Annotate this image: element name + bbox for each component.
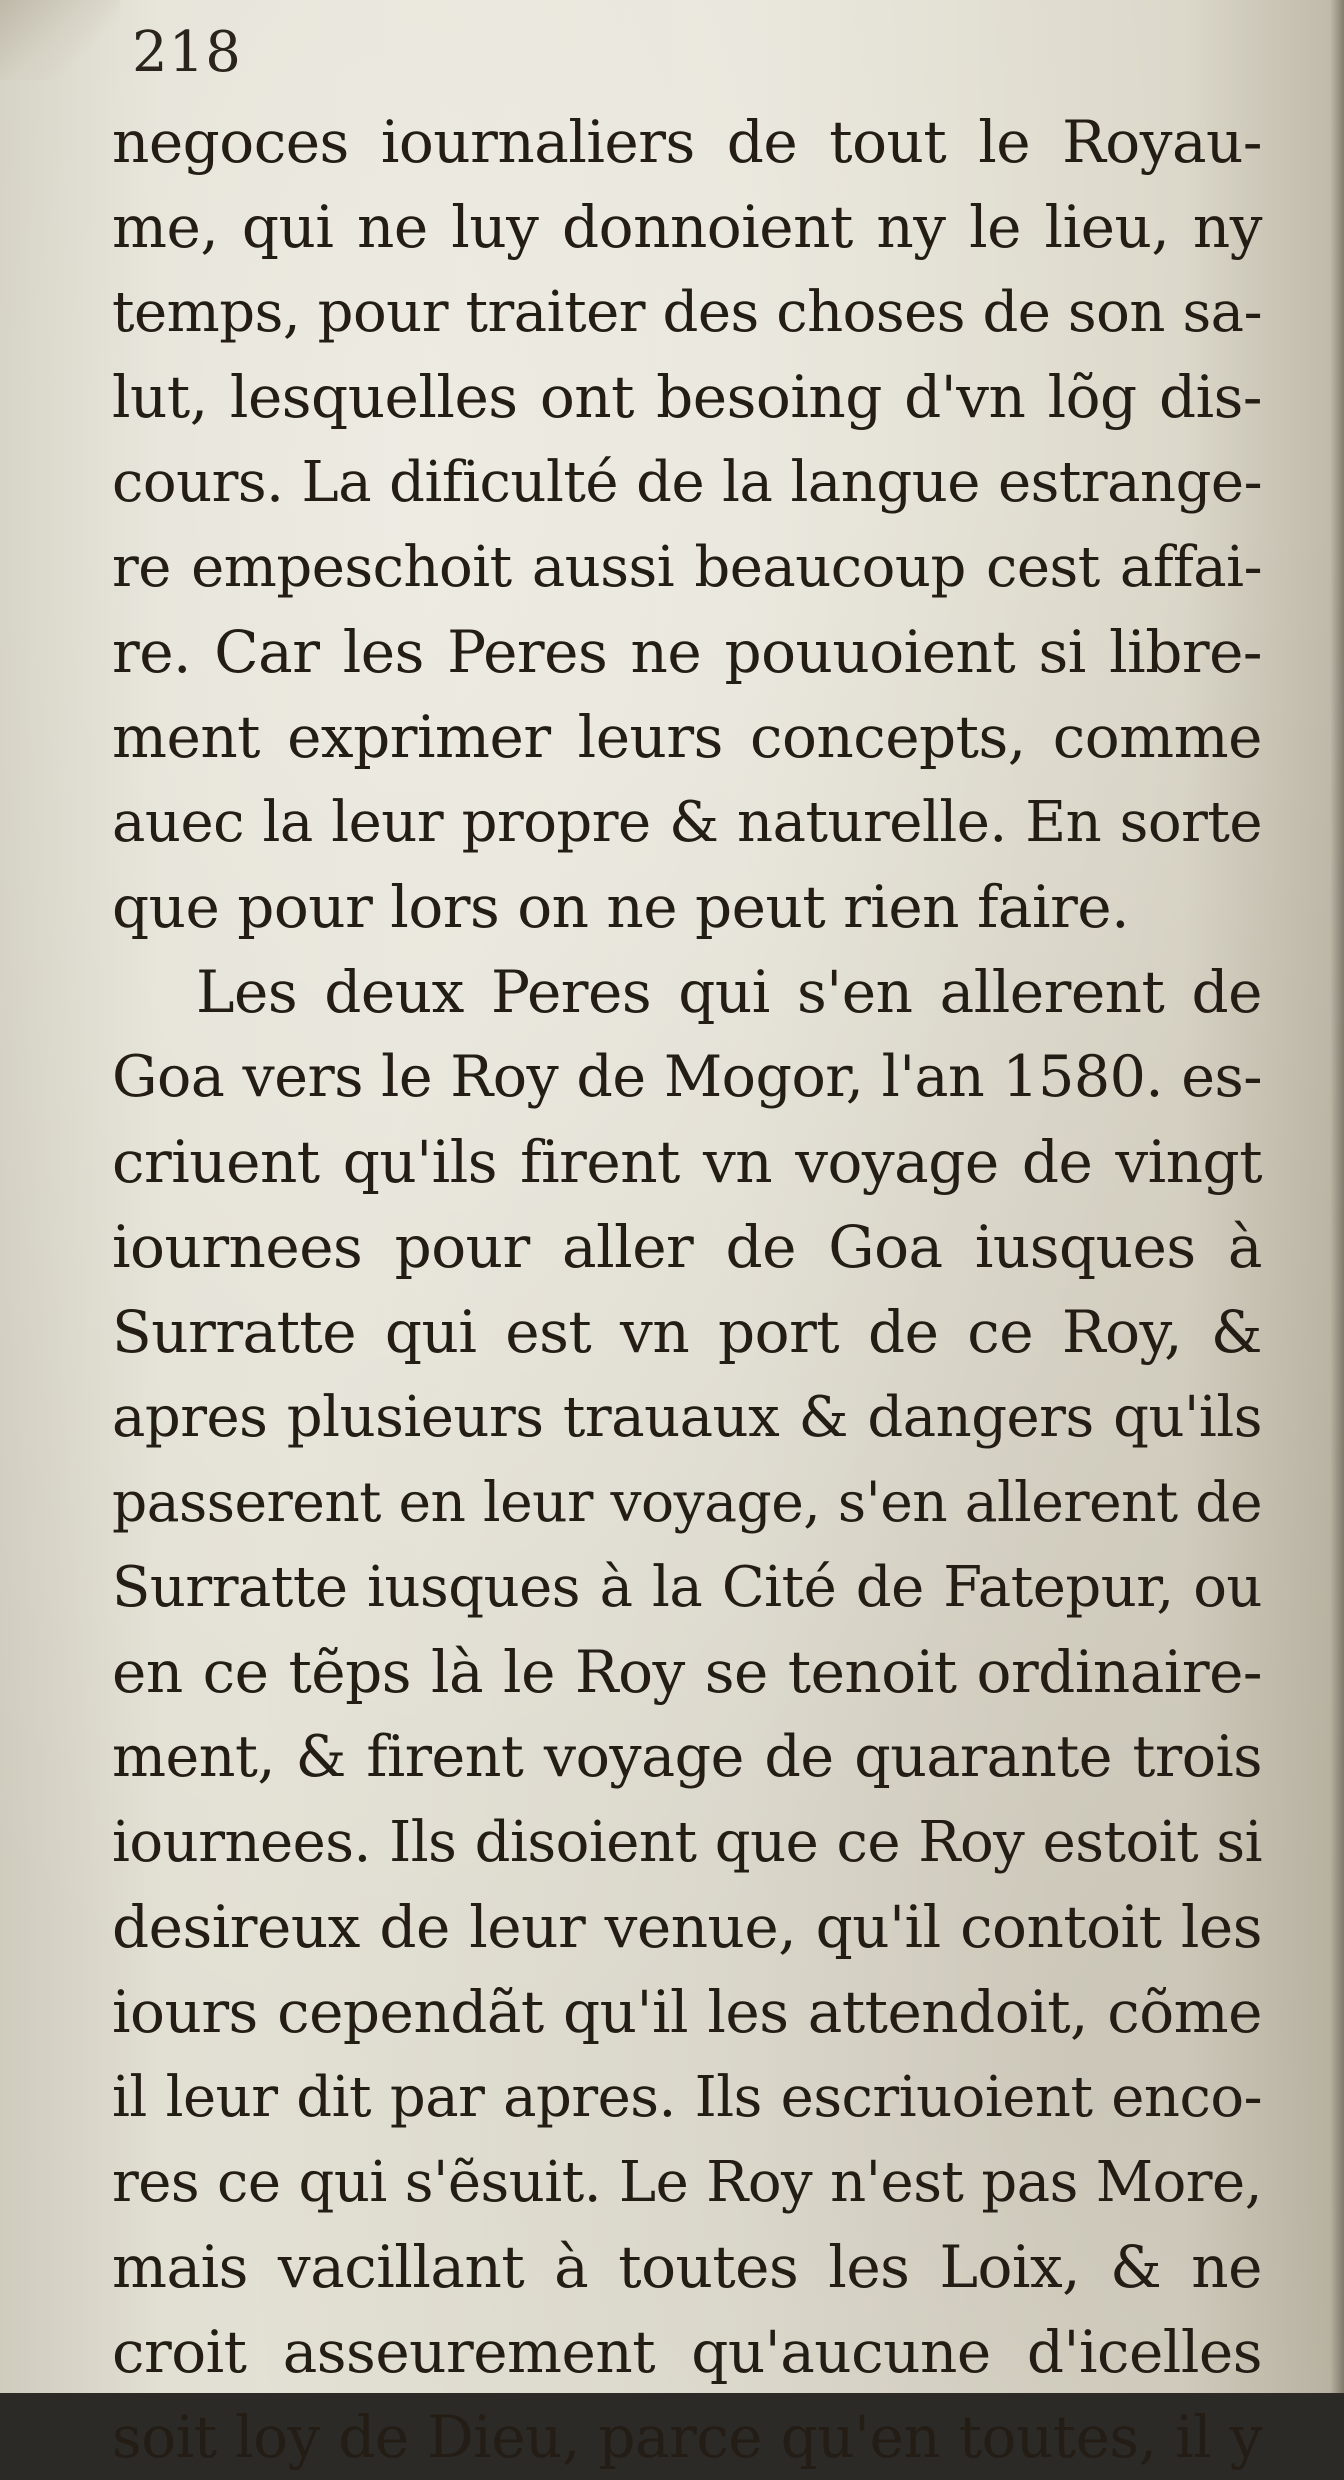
paragraph-end-line: que pour lors on ne peut rien faire. [112,873,1130,941]
text-line: desireux de leur venue, qu'il contoit les [112,1893,1262,1961]
text-line: re empeschoit aussi beaucoup cest affai- [112,535,1262,600]
text-line: iournees. Ils disoient que ce Roy estoit si [112,1810,1262,1875]
text-line: auec la leur propre & naturelle. En sorte [112,790,1262,855]
text-line: ment, & firent voyage de quarante trois [112,1724,1262,1790]
text-line: apres plusieurs trauaux & dangers qu'ils [112,1385,1262,1450]
text-line: il leur dit par apres. Ils escriuoient enco- [112,2065,1262,2130]
text-line: negoces iournaliers de tout le Royau- [112,108,1262,176]
text-line: temps, pour traiter des choses de son sa- [112,280,1262,345]
text-line: ment exprimer leurs concepts, comme [112,703,1262,771]
text-line: soit loy de Dieu, parce qu'en toutes, il y [112,2403,1262,2471]
text-line: criuent qu'ils firent vn voyage de vingt [112,1128,1262,1196]
text-line: croit asseurement qu'aucune d'icelles [112,2318,1262,2386]
text-line: iournees pour aller de Goa iusques à [112,1213,1262,1281]
text-line: Surratte qui est vn port de ce Roy, & [112,1298,1262,1366]
folded-corner [0,0,120,80]
text-line: passerent en leur voyage, s'en allerent de [112,1470,1262,1534]
text-line: Goa vers le Roy de Mogor, l'an 1580. es- [112,1044,1262,1110]
paragraph-start-line: Les deux Peres qui s'en allerent de [196,958,1262,1026]
text-line: iours cependãt qu'il les attendoit, cõme [112,1978,1262,2046]
text-line: re. Car les Peres ne pouuoient si libre- [112,618,1262,686]
text-line: mais vacillant à toutes les Loix, & ne [112,2233,1262,2301]
text-line: Surratte iusques à la Cité de Fatepur, ou [112,1555,1262,1620]
text-line: en ce tẽps là le Roy se tenoit ordinaire- [112,1638,1262,1706]
text-line: me, qui ne luy donnoient ny le lieu, ny [112,193,1262,261]
text-line: res ce qui s'ẽsuit. Le Roy n'est pas More, [112,2150,1262,2215]
page-number: 218 [132,20,242,85]
text-line: cours. La dificulté de la langue estrange- [112,450,1262,515]
body-text [112,100,1262,2480]
page-edge-shadow [1330,0,1344,2393]
text-line: lut, lesquelles ont besoing d'vn lõg dis- [112,363,1262,431]
